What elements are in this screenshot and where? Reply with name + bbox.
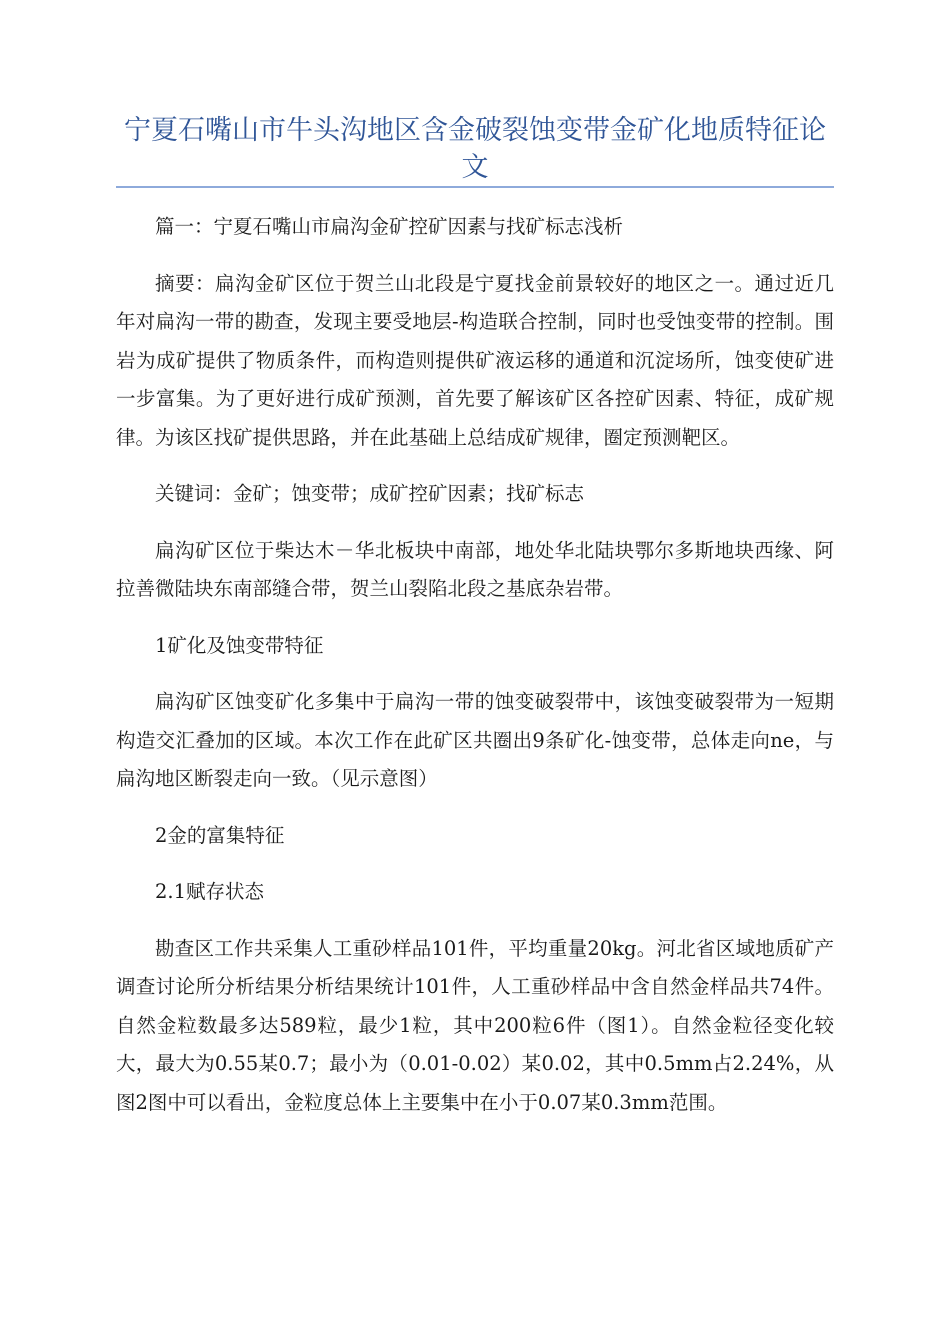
paragraph-keywords: 关键词：金矿；蚀变带；成矿控矿因素；找矿标志 [155,482,585,505]
document-title: 宁夏石嘴山市牛头沟地区含金破裂蚀变带金矿化地质特征论文 [124,115,826,183]
paragraph-heavy-sand-samples: 勘查区工作共采集人工重砂样品101件，平均重量20kg。河北省区域地质矿产调查讨论所分析结果分析结果统计101件，人工重砂样品中含自然金样品共74件。自然金粒数最多达589粒，最少1粒，其中200粒6件（图1）。自然金粒径变化较大，最大为0.55某0.7；最小为（0.01-0.02）某0.02，其中0.5mm占2.24%，从图2图中可以看出，金粒度总体上主要集中在小于0.07某0.3mm范围。 [116,936,834,1114]
title-divider [116,186,834,188]
paragraph-section-heading: 篇一：宁夏石嘴山市扁沟金矿控矿因素与找矿标志浅析 [155,215,624,238]
document-body [116,208,834,1140]
paragraph-abstract: 摘要：扁沟金矿区位于贺兰山北段是宁夏找金前景较好的地区之一。通过近几年对扁沟一带的勘查，发现主要受地层-构造联合控制，同时也受蚀变带的控制。围岩为成矿提供了物质条件，而构造则提供矿液运移的通道和沉淀场所，蚀变使矿进一步富集。为了更好进行成矿预测，首先要了解该矿区各控矿因素、特征，成矿规律。为该区找矿提供思路，并在此基础上总结成矿规律，圈定预测靶区。 [116,271,834,449]
heading-occurrence-state: 2.1赋存状态 [155,880,265,903]
heading-mineralization: 1矿化及蚀变带特征 [155,633,324,657]
paragraph-location: 扁沟矿区位于柴达木－华北板块中南部，地处华北陆块鄂尔多斯地块西缘、阿拉善微陆块东南部缝合带，贺兰山裂陷北段之基底杂岩带。 [116,538,834,600]
heading-gold-enrichment: 2金的富集特征 [155,823,285,847]
paragraph-alteration-zone: 扁沟矿区蚀变矿化多集中于扁沟一带的蚀变破裂带中，该蚀变破裂带为一短期构造交汇叠加的区域。本次工作在此矿区共圈出9条矿化-蚀变带，总体走向ne，与扁沟地区断裂走向一致。（见示意图） [116,690,834,790]
